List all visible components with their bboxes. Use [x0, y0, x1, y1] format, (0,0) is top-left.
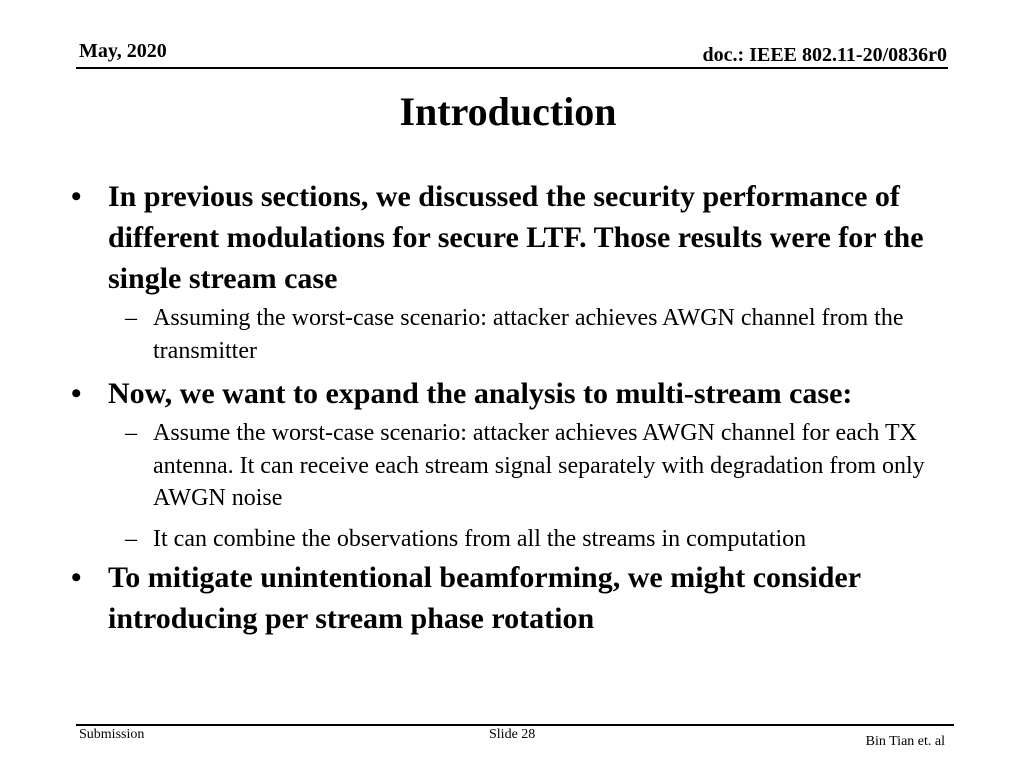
bullet-text: Now, we want to expand the analysis to multi-stream case:: [108, 377, 853, 410]
sub-bullet-text: Assuming the worst-case scenario: attacker achieves AWGN channel from the transmitter: [153, 305, 904, 364]
header-date: May, 2020: [79, 40, 167, 62]
bullet-item: [67, 176, 957, 299]
footer-divider: [76, 724, 954, 726]
bullet-item: [67, 557, 957, 639]
bullet-marker: •: [71, 561, 82, 594]
bullet-text: To mitigate unintentional beamforming, we might consider introducing per stream phase rotation: [108, 561, 861, 635]
dash-marker: –: [125, 305, 137, 331]
sub-bullet-text: It can combine the observations from all the streams in computation: [153, 525, 807, 552]
header-divider: [76, 67, 948, 69]
sub-bullet-item: [67, 302, 957, 367]
footer-authors: Bin Tian et. al: [865, 734, 945, 749]
footer-slide-number: Slide 28: [489, 727, 536, 742]
dash-marker: –: [125, 420, 137, 446]
bullet-marker: •: [71, 377, 82, 410]
bullet-marker: •: [71, 180, 82, 213]
sub-bullet-item: [67, 523, 957, 556]
slide-title: Introduction: [399, 89, 617, 134]
bullet-text: In previous sections, we discussed the security performance of different modulations for secure LTF. Those results were for the single stream case: [108, 180, 924, 295]
header-doc-id: doc.: IEEE 802.11-20/0836r0: [702, 44, 947, 66]
bullet-item: [67, 373, 957, 414]
sub-bullet-item: [67, 417, 957, 515]
slide-body: [67, 176, 957, 639]
footer-submission: Submission: [79, 727, 145, 742]
sub-bullet-text: Assume the worst-case scenario: attacker achieves AWGN channel for each TX antenna. It can receive each stream signal separately with degradation from only AWGN noise: [153, 420, 925, 511]
dash-marker: –: [125, 525, 137, 552]
